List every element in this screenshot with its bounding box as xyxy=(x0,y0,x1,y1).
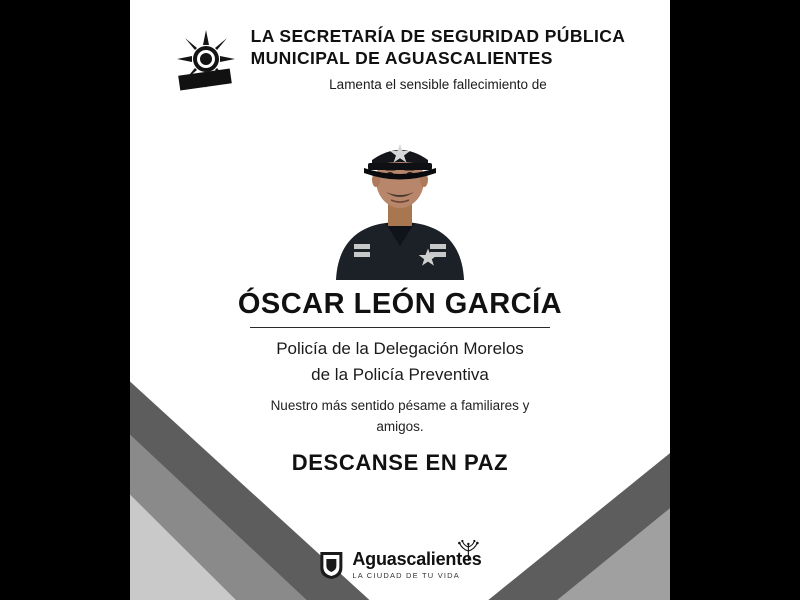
name-divider xyxy=(250,327,550,328)
footer-logo xyxy=(318,550,481,580)
deceased-role xyxy=(130,336,670,387)
aguascalientes-coat-of-arms-icon xyxy=(318,550,344,580)
condolence-line-2: amigos. xyxy=(376,418,424,434)
city-name: Aguascalientes xyxy=(352,549,482,569)
condolence-line-1: Nuestro más sentido pésame a familiares y xyxy=(270,398,530,413)
condolence-message xyxy=(130,396,670,438)
header-text-block xyxy=(251,26,626,92)
rest-in-peace-text: DESCANSE EN PAZ xyxy=(291,450,509,475)
role-line-2: de la Policía Preventiva xyxy=(311,364,489,384)
deceased-name: ÓSCAR LEÓN GARCÍA xyxy=(237,288,563,320)
city-wordmark xyxy=(352,550,481,580)
header-subtitle: Lamenta el sensible fallecimiento de xyxy=(329,76,547,92)
memorial-card xyxy=(130,0,670,600)
city-tagline: LA CIUDAD DE TU VIDA xyxy=(352,571,461,580)
role-line-1: Policía de la Delegación Morelos xyxy=(276,339,524,358)
header-title-line-2: MUNICIPAL DE AGUASCALIENTES xyxy=(250,47,553,68)
police-star-badge-icon xyxy=(175,28,237,98)
vine-tree-icon xyxy=(454,539,484,561)
header-title-line-1: LA SECRETARÍA DE SEGURIDAD PÚBLICA xyxy=(250,26,626,46)
card-header xyxy=(130,26,670,98)
portrait-photo xyxy=(324,118,476,280)
